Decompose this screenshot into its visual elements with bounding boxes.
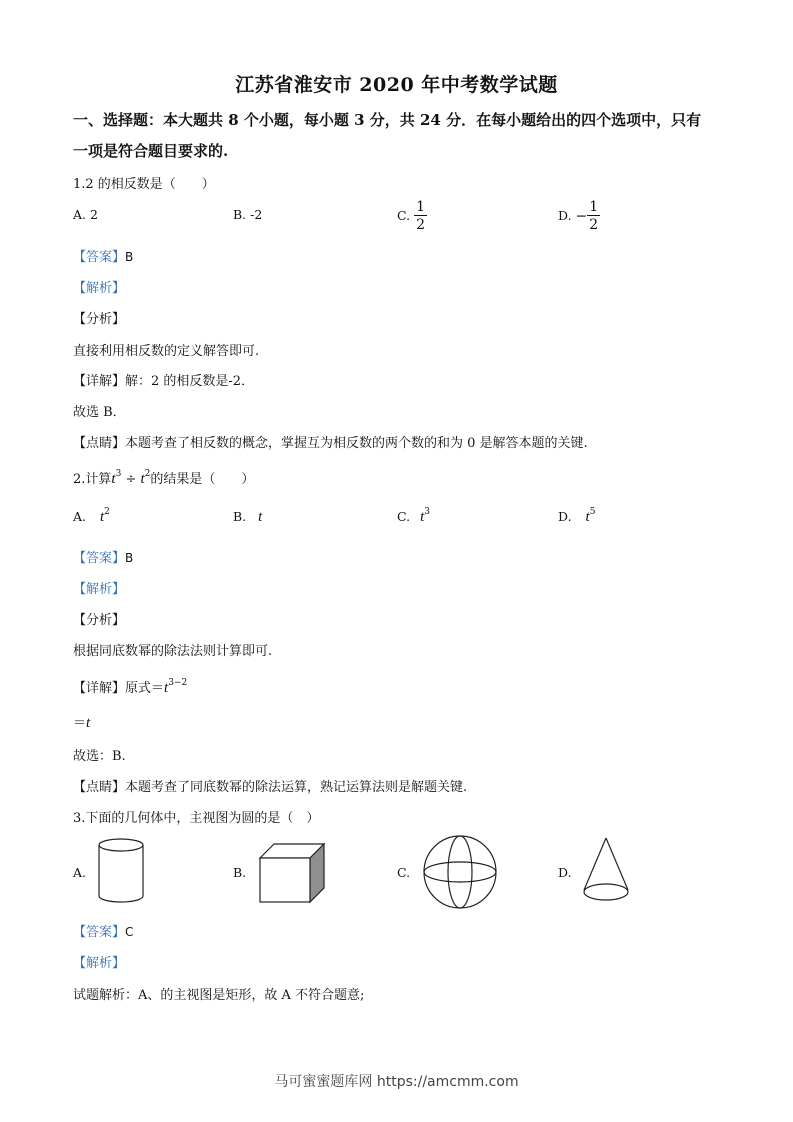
q1-xiangjie: 【详解】解：2 的相反数是-2．	[73, 374, 255, 389]
q1-dianjing: 【点睛】本题考查了相反数的概念，掌握互为相反数的两个数的和为 0 是解答本题的关键.	[73, 436, 588, 451]
q2-answer	[73, 547, 133, 566]
q2-option-a	[73, 509, 110, 526]
stem-suffix: 的结果是（ ）	[150, 472, 255, 487]
q3-stem: 3.下面的几何体中，主视图为圆的是（ ）	[73, 811, 320, 826]
fraction-numerator: 1	[416, 199, 425, 215]
q2-jiexi-tag: 【解析】	[73, 582, 126, 597]
division-sign: ÷	[121, 472, 141, 487]
minus-sign: −	[575, 208, 588, 225]
stem-prefix: 2.计算	[73, 472, 112, 487]
power-exponent: 2	[144, 469, 151, 479]
q1-fenxi-tag: 【分析】	[73, 312, 126, 327]
q3-option-b-label: B.	[233, 865, 247, 880]
power-exponent: 3	[115, 469, 122, 479]
answer-tag: 【答案】	[73, 551, 126, 566]
q2-option-c	[397, 509, 430, 526]
q1-fenxi-text: 直接利用相反数的定义解答即可.	[73, 344, 260, 359]
page-title: 江苏省淮安市 2020 年中考数学试题	[235, 74, 558, 96]
q1-option-b	[233, 207, 262, 222]
q2-stem	[73, 468, 254, 488]
power-base: t	[420, 509, 425, 525]
q2-fenxi-tag: 【分析】	[73, 613, 126, 628]
q3-option-c-label: C.	[397, 865, 411, 880]
q1-jiexi-tag: 【解析】	[73, 281, 126, 296]
q1-stem: 1.2 的相反数是（ ）	[73, 177, 215, 192]
option-value: 2	[90, 207, 98, 222]
xiangjie-prefix: 【详解】原式＝	[73, 681, 165, 696]
power-exponent: 5	[589, 507, 596, 517]
cone-icon	[580, 834, 632, 908]
option-label: D.	[558, 208, 572, 223]
power-exponent: 3	[424, 507, 430, 517]
cube-icon	[256, 840, 328, 906]
fraction-denominator: 2	[416, 217, 425, 233]
q2-step2	[73, 712, 90, 732]
equals-sign: ＝	[73, 716, 87, 731]
q2-xiangjie	[73, 677, 187, 697]
section-heading-line1: 一、选择题：本大题共 8 个小题，每小题 3 分，共 24 分．在每小题给出的四个选项中，只有	[73, 111, 702, 129]
power-base: t	[111, 471, 116, 487]
q1-option-d	[558, 199, 600, 234]
q1-answer	[73, 246, 133, 265]
q3-answer	[73, 921, 133, 940]
fraction-numerator: 1	[589, 199, 599, 215]
power-base: t	[164, 680, 169, 696]
power-base: t	[585, 509, 590, 525]
sphere-icon	[421, 832, 499, 912]
answer-value: C	[125, 925, 134, 939]
q1-option-c	[397, 199, 427, 234]
q2-option-d	[558, 509, 595, 526]
q1-option-a	[73, 207, 98, 222]
answer-value: B	[125, 250, 134, 264]
power-exponent: 2	[104, 507, 110, 517]
option-label: B.	[233, 207, 247, 222]
answer-tag: 【答案】	[73, 925, 126, 940]
power-base: t	[100, 509, 105, 525]
site-footer-link[interactable]: 马可蜜蜜题库网 https://amcmm.com	[274, 1074, 519, 1090]
fraction	[414, 199, 427, 234]
option-label: C.	[397, 509, 411, 524]
option-label: A.	[73, 509, 87, 524]
option-value: -2	[250, 207, 263, 222]
q3-option-d-label: D.	[558, 865, 572, 880]
q3-analysis: 试题解析：A、的主视图是矩形，故 A 不符合题意;	[73, 988, 365, 1003]
q2-option-b	[233, 509, 262, 526]
q3-jiexi-tag: 【解析】	[73, 956, 126, 971]
power-exponent: 3−2	[168, 678, 188, 688]
power-base: t	[140, 471, 145, 487]
cylinder-icon	[95, 836, 147, 908]
q2-fenxi-text: 根据同底数幂的除法法则计算即可.	[73, 644, 273, 659]
option-label: A.	[73, 207, 87, 222]
fraction	[587, 199, 600, 234]
q2-conclusion: 故选：B.	[73, 749, 126, 764]
option-label: B.	[233, 509, 247, 524]
q3-option-a-label: A.	[73, 865, 87, 880]
answer-tag: 【答案】	[73, 250, 126, 265]
q1-conclusion: 故选 B．	[73, 405, 126, 420]
answer-value: B	[125, 551, 134, 565]
option-label: D.	[558, 509, 572, 524]
power-base: t	[258, 509, 263, 525]
power-base: t	[86, 715, 91, 731]
q2-dianjing: 【点睛】本题考查了同底数幂的除法运算，熟记运算法则是解题关键.	[73, 780, 468, 795]
option-label: C.	[397, 208, 411, 223]
section-heading-line2: 一项是符合题目要求的.	[73, 142, 229, 160]
fraction-denominator: 2	[589, 217, 599, 233]
